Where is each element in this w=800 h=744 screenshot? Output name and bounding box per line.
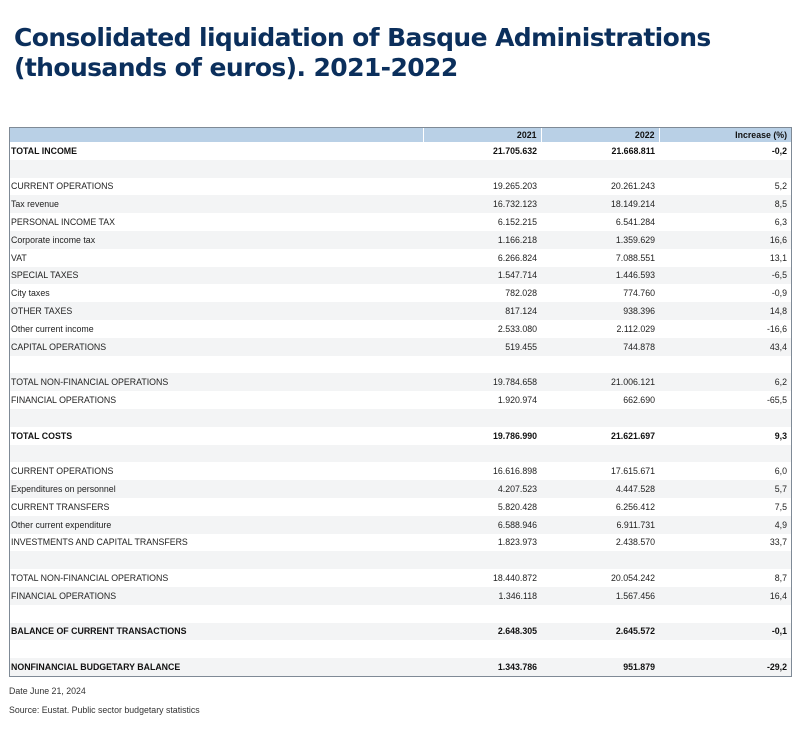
table-row [10, 267, 791, 285]
row-value-2022: 7.088.551 [615, 252, 655, 263]
row-label: City taxes [11, 288, 50, 299]
row-value-2021: 2.533.080 [497, 323, 537, 334]
table-row [10, 409, 791, 427]
row-increase: -29,2 [659, 658, 791, 676]
row-value-2022: 938.396 [541, 302, 659, 320]
row-label: CAPITAL OPERATIONS [10, 338, 423, 356]
row-increase: 14,8 [659, 302, 791, 320]
table-row [10, 605, 791, 623]
row-label: Other current expenditure [10, 516, 423, 534]
row-label: Other current income [11, 323, 94, 334]
table-row [10, 231, 791, 249]
table-row [10, 391, 791, 409]
table-row [10, 587, 791, 605]
row-label: Corporate income tax [10, 231, 423, 249]
table-row [10, 338, 791, 356]
row-value-2021: 6.588.946 [423, 516, 541, 534]
date-note: Date June 21, 2024 [9, 686, 86, 696]
row-label: PERSONAL INCOME TAX [11, 217, 115, 228]
header-2021: 2021 [423, 128, 541, 142]
row-label [10, 640, 423, 658]
row-value-2021 [423, 551, 541, 569]
row-label: CURRENT OPERATIONS [11, 466, 114, 477]
row-value-2022 [541, 160, 659, 178]
row-label: INVESTMENTS AND CAPITAL TRANSFERS [11, 537, 188, 548]
row-increase [659, 445, 791, 463]
table-row [10, 462, 791, 480]
table-row [10, 249, 791, 267]
row-value-2022: 18.149.214 [541, 195, 659, 213]
row-value-2021: 782.028 [505, 288, 537, 299]
table-row [10, 213, 791, 231]
row-increase: 5,2 [774, 181, 787, 192]
row-increase: -0,2 [771, 145, 787, 156]
row-label: Expenditures on personnel [10, 480, 423, 498]
row-label: FINANCIAL OPERATIONS [10, 587, 423, 605]
table-row [10, 445, 791, 463]
row-value-2021 [423, 160, 541, 178]
table-row [10, 640, 791, 658]
row-value-2021: 1.166.218 [423, 231, 541, 249]
header-label [10, 128, 423, 142]
row-value-2022: 2.112.029 [616, 323, 655, 334]
row-increase: 6,2 [659, 373, 791, 391]
row-value-2022 [541, 356, 659, 374]
budget-table [10, 128, 791, 676]
table-row [10, 551, 791, 569]
row-value-2022: 6.256.412 [615, 501, 655, 512]
row-value-2021: 6.266.824 [497, 252, 537, 263]
row-value-2021: 5.820.428 [497, 501, 537, 512]
row-increase: 7,5 [774, 501, 787, 512]
row-value-2022 [541, 605, 659, 623]
row-label: TOTAL COSTS [11, 430, 73, 441]
row-increase [659, 605, 791, 623]
table-row [10, 178, 791, 196]
row-value-2021: 4.207.523 [423, 480, 541, 498]
row-increase: 8,7 [774, 573, 787, 584]
row-label: Tax revenue [10, 195, 423, 213]
row-value-2021: 1.920.974 [497, 395, 537, 406]
row-label: NONFINANCIAL BUDGETARY BALANCE [10, 658, 423, 676]
row-label: CURRENT TRANSFERS [11, 501, 110, 512]
row-value-2022 [541, 445, 659, 463]
row-value-2021: 1.823.973 [497, 537, 537, 548]
row-value-2022: 6.911.731 [541, 516, 659, 534]
row-increase: 9,3 [774, 430, 787, 441]
table-row [10, 658, 791, 676]
row-value-2021: 16.732.123 [423, 195, 541, 213]
row-value-2021: 1.547.714 [423, 267, 541, 285]
row-value-2022: 951.879 [541, 658, 659, 676]
row-value-2022: 2.645.572 [541, 623, 659, 641]
row-increase: 33,7 [769, 537, 787, 548]
row-increase [659, 160, 791, 178]
table-row [10, 480, 791, 498]
row-label: BALANCE OF CURRENT TRANSACTIONS [10, 623, 423, 641]
row-value-2021: 16.616.898 [492, 466, 537, 477]
row-value-2022: 21.006.121 [541, 373, 659, 391]
source-note: Source: Eustat. Public sector budgetary statistics [9, 705, 200, 715]
row-value-2022: 2.438.570 [615, 537, 655, 548]
row-label [10, 160, 423, 178]
row-value-2021: 817.124 [423, 302, 541, 320]
row-increase: -6,5 [659, 267, 791, 285]
row-value-2021: 21.705.632 [492, 145, 537, 156]
table-row [10, 302, 791, 320]
row-value-2021 [423, 640, 541, 658]
row-increase [659, 551, 791, 569]
row-value-2021: 6.152.215 [497, 217, 537, 228]
row-value-2021: 18.440.872 [492, 573, 537, 584]
page-title: Consolidated liquidation of Basque Administrations (thousands of euros). 2021-2022 [14, 23, 711, 82]
row-value-2022: 21.621.697 [610, 430, 655, 441]
table-row [10, 427, 791, 445]
table-row [10, 534, 791, 552]
row-value-2021: 19.784.658 [423, 373, 541, 391]
row-increase: -0,9 [771, 288, 787, 299]
row-value-2021 [423, 605, 541, 623]
row-value-2021: 1.346.118 [423, 587, 541, 605]
table-row [10, 373, 791, 391]
row-label: SPECIAL TAXES [10, 267, 423, 285]
row-label [10, 445, 423, 463]
row-value-2022 [541, 551, 659, 569]
header-2022: 2022 [541, 128, 659, 142]
table-row [10, 284, 791, 302]
row-label [10, 605, 423, 623]
row-value-2022 [541, 640, 659, 658]
row-value-2022: 20.054.242 [610, 573, 655, 584]
row-label [10, 409, 423, 427]
row-value-2022: 1.567.456 [541, 587, 659, 605]
row-value-2021: 1.343.786 [423, 658, 541, 676]
row-value-2021 [423, 445, 541, 463]
row-value-2021 [423, 409, 541, 427]
row-value-2022: 21.668.811 [611, 145, 655, 156]
table-row [10, 142, 791, 160]
row-value-2022: 744.878 [541, 338, 659, 356]
table-row [10, 623, 791, 641]
row-label: FINANCIAL OPERATIONS [11, 395, 117, 406]
row-value-2022: 662.690 [623, 395, 655, 406]
row-label: TOTAL NON-FINANCIAL OPERATIONS [11, 573, 169, 584]
row-label: TOTAL NON-FINANCIAL OPERATIONS [10, 373, 423, 391]
row-increase: 5,7 [659, 480, 791, 498]
table-row [10, 320, 791, 338]
table-header-row [10, 128, 791, 142]
row-increase: 6,0 [774, 466, 787, 477]
row-increase: -0,1 [659, 623, 791, 641]
row-value-2022: 20.261.243 [610, 181, 655, 192]
row-value-2022: 774.760 [623, 288, 655, 299]
row-label: CURRENT OPERATIONS [11, 181, 114, 192]
budget-table-container [9, 127, 792, 677]
table-body [10, 142, 791, 676]
table-row [10, 356, 791, 374]
table-row [10, 516, 791, 534]
header-increase: Increase (%) [659, 128, 791, 142]
row-increase: 16,4 [659, 587, 791, 605]
table-row [10, 498, 791, 516]
table-row [10, 195, 791, 213]
row-label [10, 551, 423, 569]
row-increase [659, 640, 791, 658]
row-value-2021: 2.648.305 [423, 623, 541, 641]
row-value-2021: 19.265.203 [492, 181, 537, 192]
row-value-2021: 19.786.990 [492, 430, 537, 441]
row-increase: -65,5 [766, 395, 787, 406]
row-label: VAT [11, 252, 27, 263]
row-increase: 13,1 [769, 252, 787, 263]
row-increase: 43,4 [659, 338, 791, 356]
row-value-2021: 519.455 [423, 338, 541, 356]
row-label: TOTAL INCOME [11, 145, 77, 156]
row-value-2022 [541, 409, 659, 427]
row-increase [659, 356, 791, 374]
row-increase: 8,5 [659, 195, 791, 213]
row-increase: 16,6 [659, 231, 791, 249]
row-label: OTHER TAXES [10, 302, 423, 320]
row-value-2022: 4.447.528 [541, 480, 659, 498]
table-row [10, 160, 791, 178]
row-value-2022: 17.615.671 [610, 466, 655, 477]
row-value-2021 [423, 356, 541, 374]
row-increase: 4,9 [659, 516, 791, 534]
row-increase: 6,3 [774, 217, 787, 228]
row-increase: -16,6 [766, 323, 787, 334]
row-value-2022: 1.359.629 [541, 231, 659, 249]
row-value-2022: 6.541.284 [615, 217, 655, 228]
row-increase [659, 409, 791, 427]
row-value-2022: 1.446.593 [541, 267, 659, 285]
table-row [10, 569, 791, 587]
row-label [10, 356, 423, 374]
